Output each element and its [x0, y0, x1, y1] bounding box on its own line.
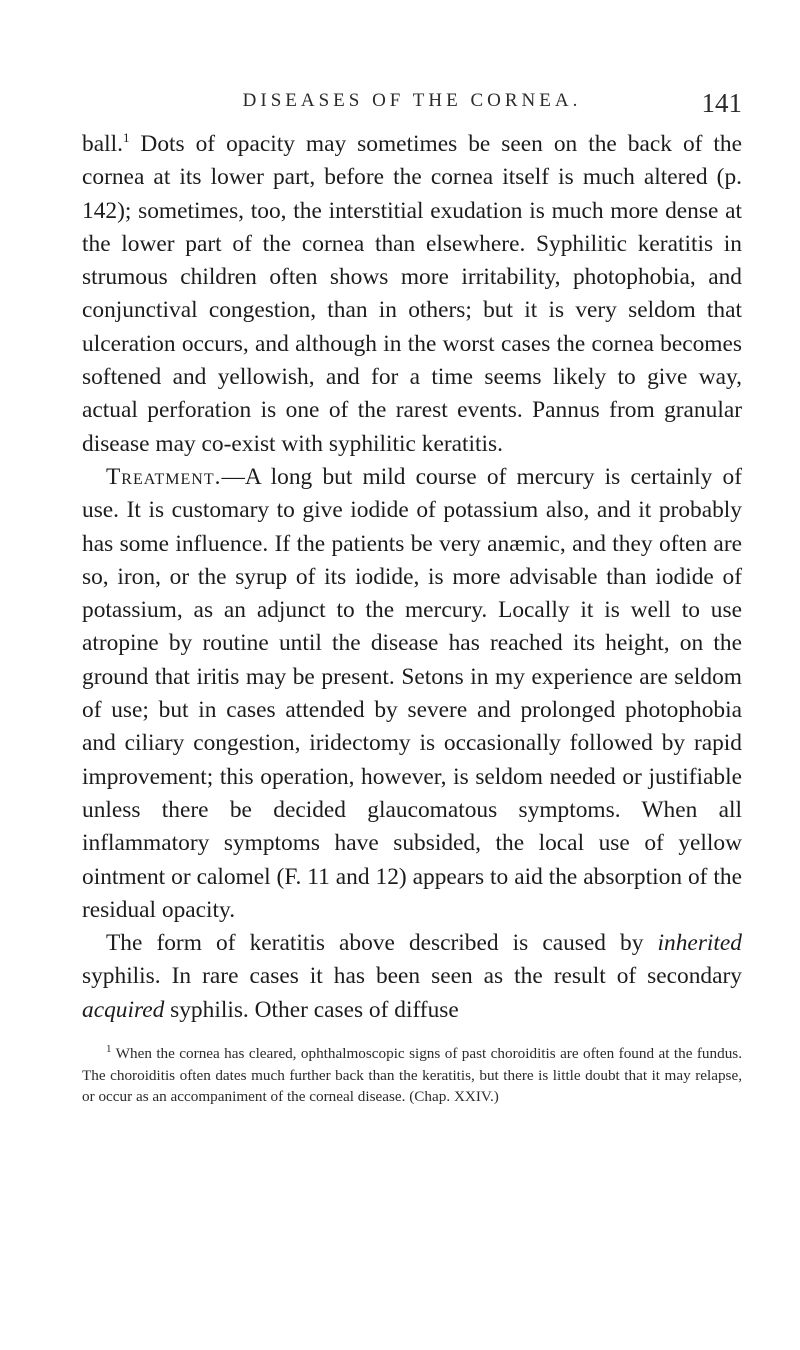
paragraph-1-text: Dots of opacity may sometimes be seen on the back of the cornea at its lower part, before the cornea itself is much altered (p. 142); sometimes, too, the interstitial exudation is much more dense at the lower part of the cornea than elsewhere. Syphilitic keratitis in strumous children often shows more irritability, photophobia, and conjunctival congestion, than in others; but it is very seldom that ulceration occurs, and although in the worst cases the cornea becomes softened and yellowish, and for a time seems likely to give way, actual perforation is one of the rarest events. Pannus from granular disease may co-exist with syphilitic keratitis. [82, 131, 742, 457]
paragraph-2 [82, 461, 742, 927]
footnote [82, 1043, 742, 1108]
treatment-heading: Treatment. [106, 463, 222, 490]
paragraph-3-part-3: syphilis. Other cases of diffuse [164, 996, 459, 1023]
footnote-reference: 1 [122, 130, 130, 145]
paragraph-3-part-2: syphilis. In rare cases it has been seen as the result of secondary [82, 963, 742, 990]
footnote-marker: 1 [106, 1043, 112, 1056]
paragraph-3 [82, 927, 742, 1027]
paragraph-3-part-1: The form of keratitis above described is caused by [106, 930, 658, 957]
page-number: 141 [701, 88, 742, 118]
book-page [82, 88, 742, 1108]
body-text [82, 128, 742, 1027]
footnote-text: When the cornea has cleared, ophthalmoscopic signs of past choroiditis are often found at the fundus. The choroiditis often dates much further back than the keratitis, but there is little doubt that it may relapse, or occur as an accompaniment of the corneal disease. (Chap. XXIV.) [82, 1045, 742, 1106]
running-head [82, 88, 742, 128]
paragraph-3-italic-inherited: inherited [657, 930, 742, 957]
paragraph-1 [82, 128, 742, 461]
footnote-paragraph [82, 1043, 742, 1108]
running-title: DISEASES OF THE CORNEA. [242, 90, 582, 111]
paragraph-1-lead: ball. [82, 131, 123, 157]
paragraph-3-italic-acquired: acquired [82, 996, 165, 1023]
paragraph-2-text: —A long but mild course of mercury is certainly of use. It is customary to give iodide of potassium also, and it probably has some influence. If the patients be very anæmic, and they often are so, iron, or the syrup of its iodide, is more advisable than iodide of potassium, as an adjunct to the mercury. Locally it is well to use atropine by routine until the disease has reached its height, on the ground that iritis may be present. Setons in my experience are seldom of use; but in cases attended by severe and prolonged photophobia and ciliary congestion, iridectomy is occasionally followed by rapid improvement; this operation, however, is seldom needed or justifiable unless there be decided glaucomatous symptoms. When all inflammatory symptoms have subsided, the local use of yellow ointment or calomel (F. 11 and 12) appears to aid the absorption of the residual opacity. [82, 463, 742, 923]
